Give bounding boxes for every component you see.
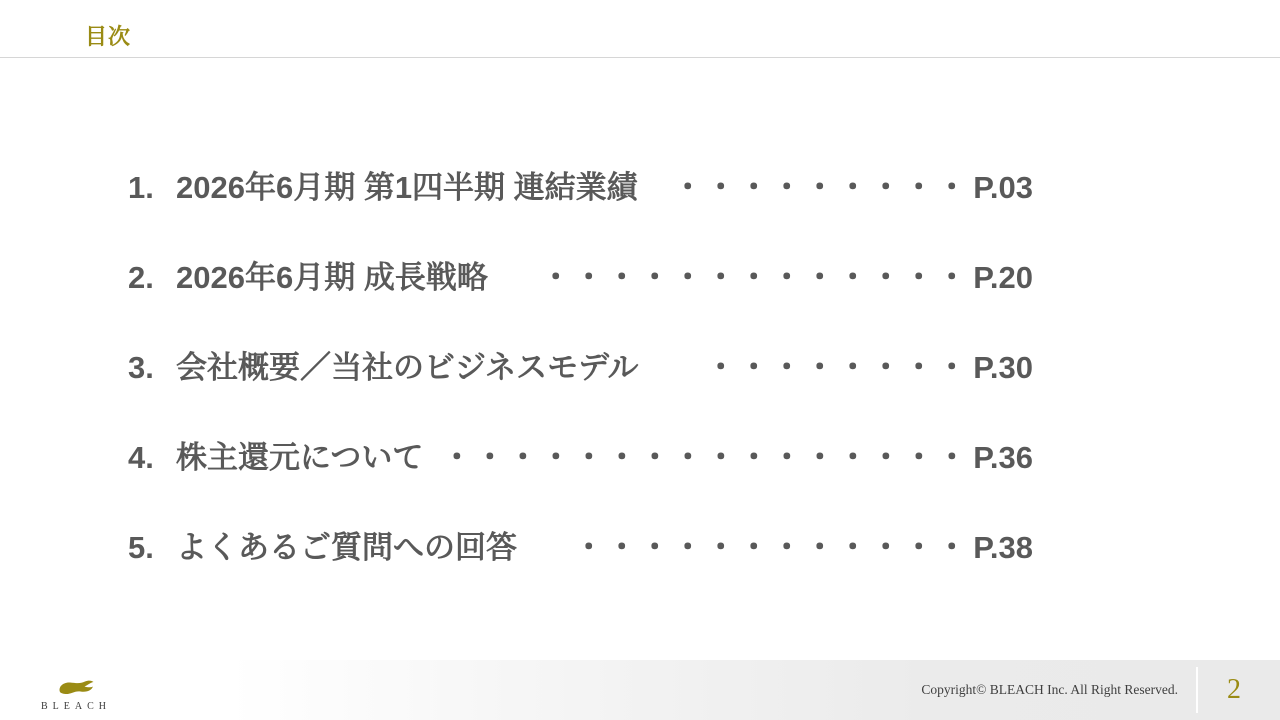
toc-item-number: 5. [128,530,154,565]
toc-item-page: P.30 [973,350,1033,385]
toc-item[interactable] [128,143,1033,233]
toc-item[interactable] [128,323,1033,413]
page-title: 目次 [85,24,132,49]
toc-item-title: よくあるご質問への回答 [176,530,517,565]
bleach-logo-text: BLEACH [41,701,111,712]
toc-list [128,143,1033,593]
toc-item-dots: ・・・・・・・・・・・・・・・・ [441,440,970,475]
toc-item-dots: ・・・・・・・・・ [672,170,970,205]
toc-item[interactable] [128,413,1033,503]
bleach-logo-icon [56,679,96,699]
slide-header [0,0,1280,58]
toc-item-title: 2026年6月期 成長戦略 [176,260,488,295]
toc-item-page: P.36 [973,440,1033,475]
copyright-text: Copyright© BLEACH Inc. All Right Reserved. [921,682,1178,697]
toc-item-page: P.20 [973,260,1033,295]
toc-item-number: 3. [128,350,154,385]
company-logo [38,679,114,712]
slide-footer [0,660,1280,720]
toc-item-number: 1. [128,170,154,205]
toc-item-title: 株主還元について [176,440,424,475]
toc-item-title: 会社概要／当社のビジネスモデル [176,350,639,385]
toc-item[interactable] [128,233,1033,323]
footer-divider [1196,667,1198,713]
toc-item-title: 2026年6月期 第1四半期 連結業績 [176,170,638,205]
toc-item-number: 4. [128,440,154,475]
toc-item-dots: ・・・・・・・・ [705,350,970,385]
toc-item-dots: ・・・・・・・・・・・・・ [540,260,970,295]
toc-item-dots: ・・・・・・・・・・・・ [573,530,970,565]
toc-item-page: P.38 [973,530,1033,565]
footer-right [921,660,1280,720]
toc-item-number: 2. [128,260,154,295]
slide-page-number: 2 [1227,674,1241,705]
toc-item-page: P.03 [973,170,1033,205]
toc-item[interactable] [128,503,1033,593]
